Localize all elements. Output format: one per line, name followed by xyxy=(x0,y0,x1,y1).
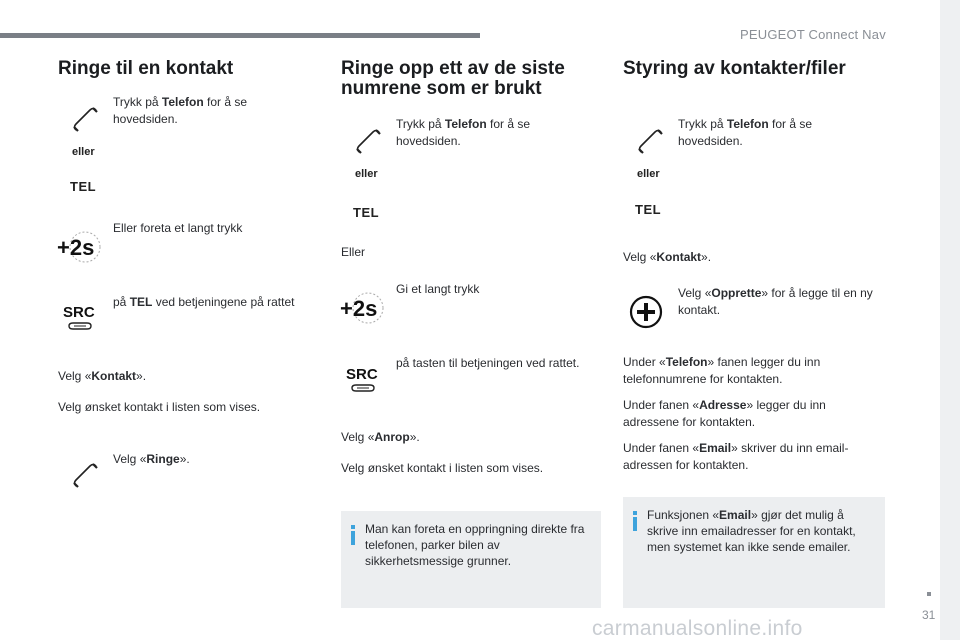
page-edge-strip xyxy=(940,0,960,640)
step-press-phone: Trykk på Telefon for å se hovedsiden. xyxy=(113,95,248,126)
step-phone-tab: Under «Telefon» fanen legger du inn telefonnumrene for kontakten. xyxy=(623,355,821,386)
section-title-line1: Ringe opp ett av de siste xyxy=(341,58,565,79)
two-seconds-glyph: +2s xyxy=(57,235,95,260)
long-press-2s-icon xyxy=(338,289,384,327)
src-glyph: SRC xyxy=(346,366,378,383)
page-header-title: PEUGEOT Connect Nav xyxy=(740,27,886,42)
info-icon xyxy=(351,525,355,545)
section-title-line2: numrene som er brukt xyxy=(341,78,542,99)
tel-button-label: TEL xyxy=(70,179,97,194)
watermark-text: carmanualsonline.info xyxy=(592,617,803,640)
step-choose-contact: Velg ønsket kontakt i listen som vises. xyxy=(58,400,261,414)
steering-src-icon xyxy=(346,364,382,396)
info-icon xyxy=(633,511,637,531)
page-number: 31 xyxy=(922,608,936,622)
info-note-text: Man kan foreta en oppringning direkte fra telefonen, parker bilen av sikkerhetsmessige grunner. xyxy=(365,522,585,568)
or-label: eller xyxy=(355,168,378,180)
long-press-2s-icon xyxy=(55,228,101,266)
step-steering-key: på tasten til betjeningen ved rattet. xyxy=(396,356,580,370)
steering-src-icon xyxy=(63,302,99,334)
src-glyph: SRC xyxy=(63,304,95,321)
step-select-contact-menu: Velg «Kontakt». xyxy=(623,250,712,264)
header-bar xyxy=(0,33,480,38)
step-create-contact: Velg «Opprette» for å legge til en ny kontakt. xyxy=(678,286,873,317)
step-press-phone: Trykk på Telefon for å se hovedsiden. xyxy=(396,117,531,148)
continued-marker xyxy=(927,592,931,596)
step-select-contact-menu: Velg «Kontakt». xyxy=(58,369,147,383)
tel-button-label: TEL xyxy=(353,205,380,220)
add-plus-icon xyxy=(628,294,664,330)
info-note-text: Funksjonen «Email» gjør det mulig å skrive inn emailadresser for en kontakt, men systemet kan ikke sende emailer. xyxy=(647,508,856,554)
step-address-tab: Under fanen «Adresse» legger du inn adressene for kontakten. xyxy=(623,398,826,429)
phone-handset-icon xyxy=(635,126,665,156)
step-long-press: Gi et langt trykk xyxy=(396,282,480,296)
tel-button-label: TEL xyxy=(635,202,662,217)
info-note xyxy=(341,511,601,608)
section-title: Styring av kontakter/filer xyxy=(623,58,846,79)
step-select-calls: Velg «Anrop». xyxy=(341,430,420,444)
info-note xyxy=(623,497,885,608)
phone-handset-icon xyxy=(70,104,100,134)
step-press-phone: Trykk på Telefon for å se hovedsiden. xyxy=(678,117,813,148)
step-select-call: Velg «Ringe». xyxy=(113,452,190,466)
or-label: eller xyxy=(72,146,95,158)
section-title: Ringe til en kontakt xyxy=(58,58,234,79)
step-tel-steering: på TEL ved betjeningene på rattet xyxy=(113,295,295,309)
or-text: Eller xyxy=(341,245,366,259)
phone-handset-icon xyxy=(70,460,100,490)
step-email-tab: Under fanen «Email» skriver du inn email-adressen for kontakten. xyxy=(623,441,849,472)
step-long-press: Eller foreta et langt trykk xyxy=(113,221,243,235)
step-choose-contact: Velg ønsket kontakt i listen som vises. xyxy=(341,461,544,475)
phone-handset-icon xyxy=(353,126,383,156)
or-label: eller xyxy=(637,168,660,180)
two-seconds-glyph: +2s xyxy=(340,296,378,321)
